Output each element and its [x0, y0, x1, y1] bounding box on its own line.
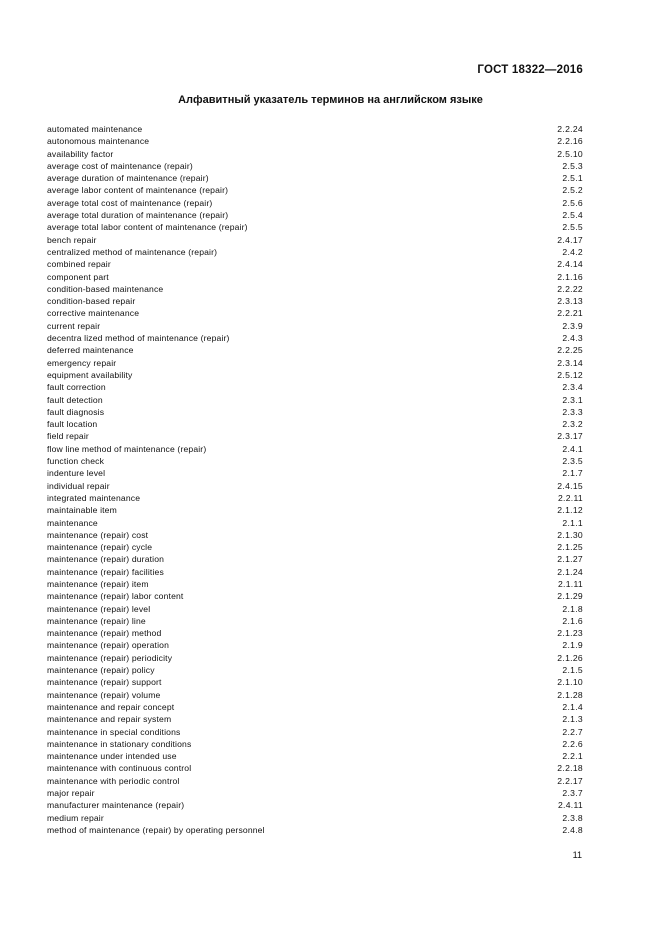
index-entry [47, 701, 583, 713]
index-ref: 2.2.7 [562, 726, 583, 737]
index-entry [47, 443, 583, 455]
index-entry [47, 664, 583, 676]
index-ref: 2.1.5 [562, 665, 583, 676]
index-entry [47, 578, 583, 590]
index-entry [47, 529, 583, 541]
index-ref: 2.3.13 [557, 296, 583, 307]
index-entry [47, 799, 583, 811]
index-ref: 2.4.3 [562, 333, 583, 344]
index-term: average total labor content of maintenance (repair) [47, 222, 248, 233]
index-entry [47, 221, 583, 233]
index-ref: 2.5.3 [562, 160, 583, 171]
index-term: maintenance (repair) volume [47, 689, 161, 700]
index-term: maintenance (repair) facilities [47, 566, 164, 577]
index-term: autonomous maintenance [47, 136, 150, 147]
index-ref: 2.3.8 [562, 812, 583, 823]
index-term: fault diagnosis [47, 406, 105, 417]
index-term: availability factor [47, 148, 114, 159]
index-entry [47, 689, 583, 701]
index-entry [47, 258, 583, 270]
index-entry [47, 738, 583, 750]
index-term: equipment availability [47, 369, 133, 380]
index-term: medium repair [47, 812, 104, 823]
index-term: manufacturer maintenance (repair) [47, 800, 185, 811]
index-term: average labor content of maintenance (repair) [47, 185, 229, 196]
index-ref: 2.3.9 [562, 320, 583, 331]
index-term: maintenance (repair) item [47, 578, 149, 589]
index-entry [47, 148, 583, 160]
index-term: maintenance (repair) support [47, 677, 162, 688]
index-term: bench repair [47, 234, 97, 245]
index-entry [47, 172, 583, 184]
index-title: Алфавитный указатель терминов на английском языке [178, 94, 483, 106]
index-ref: 2.1.8 [562, 603, 583, 614]
index-term: centralized method of maintenance (repair) [47, 246, 218, 257]
index-ref: 2.5.5 [562, 222, 583, 233]
index-entry [47, 750, 583, 762]
index-term: combined repair [47, 259, 111, 270]
index-ref: 2.4.11 [557, 800, 583, 811]
index-term: average duration of maintenance (repair) [47, 173, 209, 184]
index-ref: 2.2.21 [557, 308, 583, 319]
index-entry [47, 357, 583, 369]
index-term: deferred maintenance [47, 345, 134, 356]
index-entry [47, 406, 583, 418]
index-entry [47, 234, 583, 246]
index-entry [47, 603, 583, 615]
index-term: condition-based repair [47, 296, 136, 307]
index-term: maintenance (repair) policy [47, 665, 155, 676]
index-entry [47, 775, 583, 787]
index-ref: 2.1.4 [562, 701, 583, 712]
index-term: automated maintenance [47, 124, 143, 134]
index-entry [47, 271, 583, 283]
index-entry [47, 394, 583, 406]
index-term: condition-based maintenance [47, 283, 164, 294]
index-term: maintenance and repair concept [47, 701, 175, 712]
index-entry [47, 320, 583, 332]
index-entry [47, 652, 583, 664]
index-ref: 2.5.4 [562, 210, 583, 221]
index-term: fault location [47, 419, 98, 430]
index-term: average total cost of maintenance (repair) [47, 197, 213, 208]
index-term: maintenance (repair) level [47, 603, 151, 614]
index-entry [47, 209, 583, 221]
index-ref: 2.3.3 [562, 406, 583, 417]
index-ref: 2.5.6 [562, 197, 583, 208]
index-term: maintenance (repair) method [47, 628, 162, 639]
index-entry [47, 627, 583, 639]
index-term: method of maintenance (repair) by operating personnel [47, 824, 265, 835]
index-ref: 2.4.14 [557, 259, 583, 270]
index-ref: 2.5.2 [562, 185, 583, 196]
index-entry [47, 344, 583, 356]
index-entry [47, 160, 583, 172]
index-entry [47, 418, 583, 430]
index-term: maintenance (repair) labor content [47, 591, 184, 602]
index-entry [47, 295, 583, 307]
index-ref: 2.1.28 [557, 689, 583, 700]
index-entry [47, 246, 583, 258]
index-ref: 2.1.26 [557, 652, 583, 663]
index-ref: 2.1.1 [562, 517, 583, 528]
index-entry [47, 541, 583, 553]
index-entry [47, 467, 583, 479]
index-entry [47, 480, 583, 492]
index-term: current repair [47, 320, 101, 331]
index-ref: 2.1.12 [557, 505, 583, 516]
index-term: average cost of maintenance (repair) [47, 160, 193, 171]
index-term: maintenance with periodic control [47, 775, 180, 786]
index-ref: 2.4.17 [557, 234, 583, 245]
index-term: maintainable item [47, 505, 117, 516]
index-entry [47, 762, 583, 774]
index-entry [47, 369, 583, 381]
index-ref: 2.1.6 [562, 615, 583, 626]
index-term: maintenance under intended use [47, 751, 177, 762]
index-entry [47, 676, 583, 688]
index-term: maintenance (repair) periodicity [47, 652, 173, 663]
index-ref: 2.3.4 [562, 382, 583, 393]
index-ref: 2.1.3 [562, 714, 583, 725]
index-ref: 2.1.24 [557, 566, 583, 577]
index-ref: 2.5.10 [557, 148, 583, 159]
index-ref: 2.1.25 [557, 542, 583, 553]
index-ref: 2.4.8 [562, 824, 583, 835]
index-ref: 2.1.10 [557, 677, 583, 688]
index-ref: 2.4.15 [557, 480, 583, 491]
index-entry [47, 553, 583, 565]
index-entry [47, 381, 583, 393]
index-entry [47, 332, 583, 344]
index-ref: 2.3.7 [562, 788, 583, 799]
index-entry [47, 455, 583, 467]
index-entry [47, 504, 583, 516]
index-term: maintenance (repair) cycle [47, 542, 153, 553]
page-number: 11 [572, 850, 582, 860]
index-term: field repair [47, 431, 89, 442]
index-entry [47, 135, 583, 147]
index-ref: 2.3.1 [562, 394, 583, 405]
index-entry [47, 590, 583, 602]
index-ref: 2.2.25 [557, 345, 583, 356]
index-ref: 2.2.22 [557, 283, 583, 294]
document-code: ГОСТ 18322—2016 [477, 64, 583, 76]
index-term: maintenance (repair) operation [47, 640, 170, 651]
index-ref: 2.4.2 [562, 246, 583, 257]
index-ref: 2.1.16 [557, 271, 583, 282]
index-ref: 2.1.27 [557, 554, 583, 565]
index-entry [47, 184, 583, 196]
index-term: maintenance [47, 517, 98, 528]
index-entry [47, 787, 583, 799]
index-entry [47, 726, 583, 738]
index-ref: 2.1.30 [557, 529, 583, 540]
index-entry [47, 713, 583, 725]
index-ref: 2.2.18 [557, 763, 583, 774]
index-entry [47, 492, 583, 504]
index-ref: 2.1.7 [562, 468, 583, 479]
index-ref: 2.1.29 [557, 591, 583, 602]
index-term: maintenance in special conditions [47, 726, 181, 737]
index-ref: 2.2.1 [562, 751, 583, 762]
index-ref: 2.1.23 [557, 628, 583, 639]
index-ref: 2.3.17 [557, 431, 583, 442]
index-entry [47, 517, 583, 529]
index-ref: 2.3.14 [557, 357, 583, 368]
index-entry [47, 283, 583, 295]
index-ref: 2.1.11 [557, 578, 583, 589]
index-term: fault correction [47, 382, 106, 393]
index-entry [47, 615, 583, 627]
index-term: function check [47, 456, 105, 467]
index-ref: 2.2.17 [557, 775, 583, 786]
index-term: indenture level [47, 468, 106, 479]
index-entry [47, 566, 583, 578]
index-term: emergency repair [47, 357, 117, 368]
index-ref: 2.3.2 [562, 419, 583, 430]
index-term: maintenance (repair) cost [47, 529, 149, 540]
index-term: major repair [47, 788, 95, 799]
index-ref: 2.2.24 [557, 124, 583, 134]
index-entry [47, 123, 583, 135]
index-ref: 2.3.5 [562, 456, 583, 467]
index-entry [47, 307, 583, 319]
index-term: fault detection [47, 394, 103, 405]
index-term: flow line method of maintenance (repair) [47, 443, 207, 454]
index-ref: 2.5.1 [562, 173, 583, 184]
index-term: maintenance and repair system [47, 714, 172, 725]
index-term: decentra lized method of maintenance (repair) [47, 333, 230, 344]
index-entry [47, 812, 583, 824]
index-term: individual repair [47, 480, 110, 491]
index-term: integrated maintenance [47, 492, 141, 503]
index-term: maintenance (repair) line [47, 615, 146, 626]
index-entry [47, 639, 583, 651]
index-ref: 2.2.6 [562, 738, 583, 749]
index-term: average total duration of maintenance (repair) [47, 210, 229, 221]
index-ref: 2.4.1 [562, 443, 583, 454]
index-entry [47, 430, 583, 442]
index-entry [47, 824, 583, 836]
index-term: maintenance (repair) duration [47, 554, 165, 565]
index-term: maintenance with continuous control [47, 763, 192, 774]
index-ref: 2.2.11 [557, 492, 583, 503]
index-term: maintenance in stationary conditions [47, 738, 192, 749]
term-index-list [47, 123, 583, 836]
index-term: component part [47, 271, 109, 282]
index-term: corrective maintenance [47, 308, 140, 319]
index-ref: 2.5.12 [557, 369, 583, 380]
index-ref: 2.1.9 [562, 640, 583, 651]
index-ref: 2.2.16 [557, 136, 583, 147]
index-entry [47, 197, 583, 209]
